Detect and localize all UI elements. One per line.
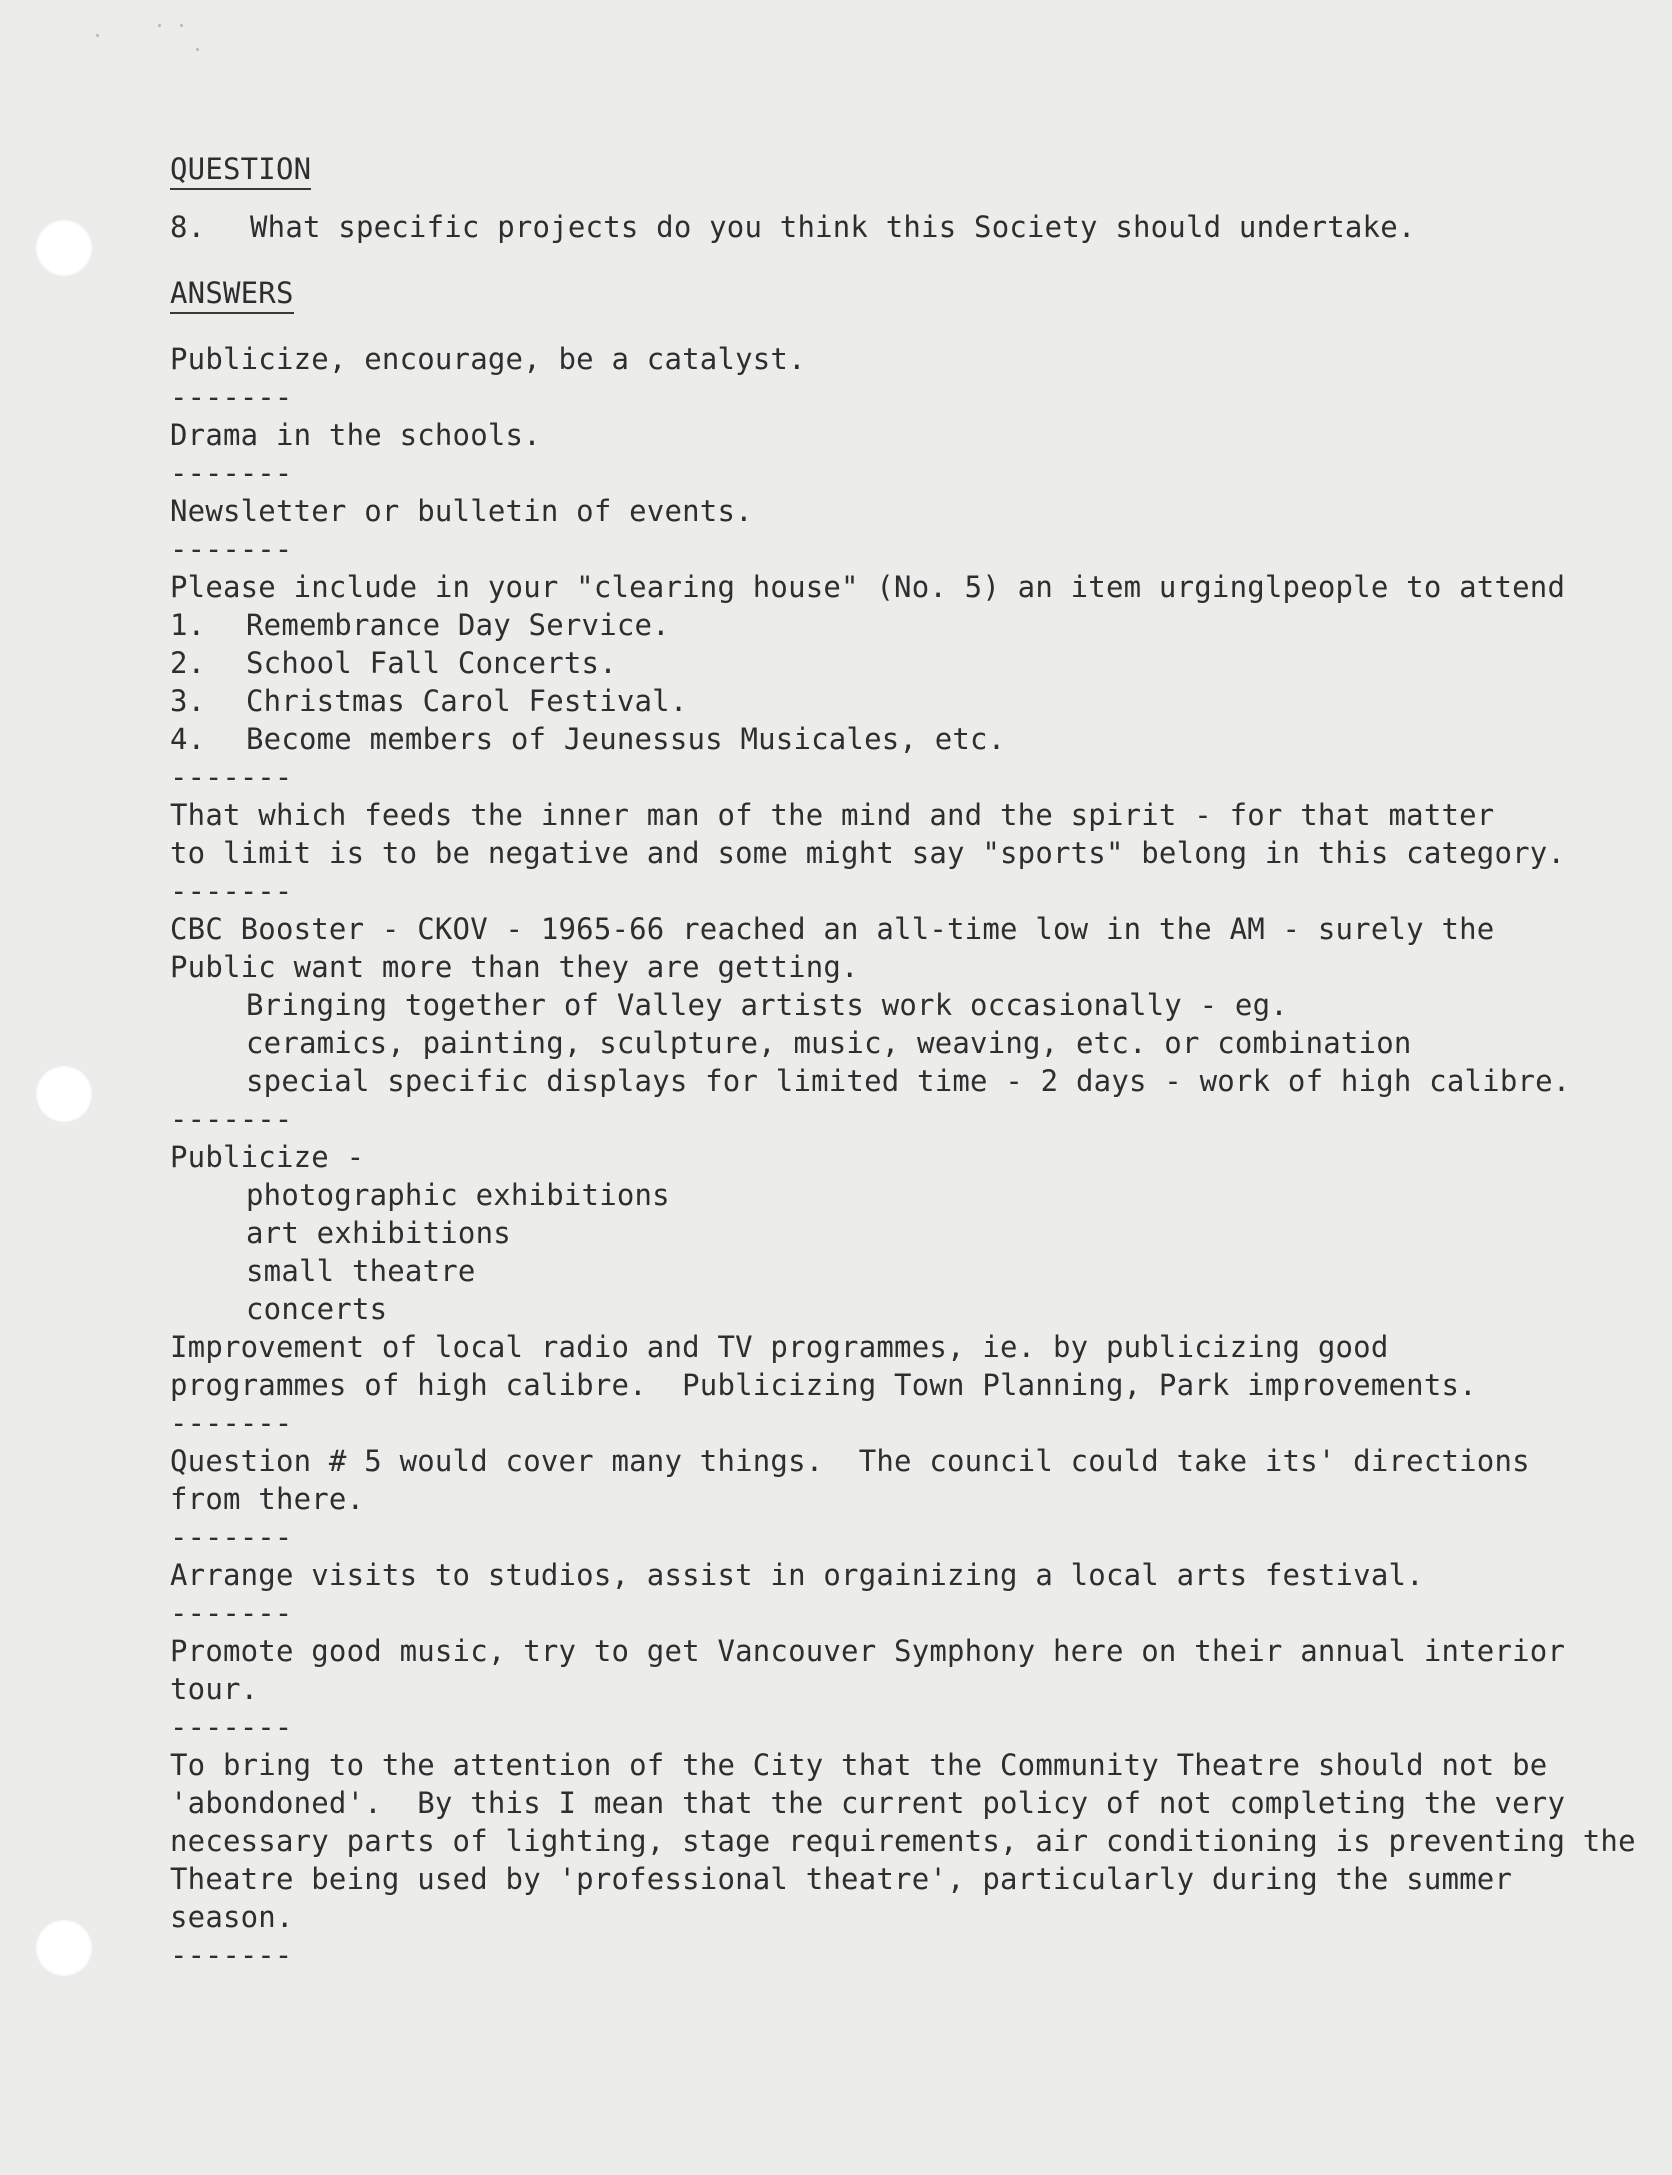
separator: ------- — [170, 1938, 293, 1972]
answer-line: Publicize - — [170, 1140, 365, 1174]
separator: ------- — [170, 1520, 293, 1554]
answer-7 — [170, 1138, 1590, 1404]
punch-hole — [36, 220, 92, 276]
paper-speck — [158, 24, 161, 27]
answer-11 — [170, 1746, 1636, 1936]
paper-speck — [196, 48, 199, 51]
paper-speck — [180, 24, 183, 27]
list-item-text: Become members of Jeunessus Musicales, etc. — [246, 722, 1006, 756]
list-item-number: 4. — [170, 722, 206, 756]
answer-line: from there. — [170, 1482, 365, 1516]
answer-line: programmes of high calibre. Publicizing Town Planning, Park improvements. — [170, 1368, 1477, 1402]
paper-speck — [96, 34, 99, 37]
list-item — [170, 644, 1590, 682]
answer-line: ceramics, painting, sculpture, music, weaving, etc. or combination — [246, 1026, 1412, 1060]
answer-line: That which feeds the inner man of the mind and the spirit - for that matter — [170, 798, 1495, 832]
separator: ------- — [170, 874, 293, 908]
answer-5 — [170, 796, 1590, 872]
answer-1: Publicize, encourage, be a catalyst. — [170, 342, 806, 376]
answer-line: photographic exhibitions — [246, 1178, 670, 1212]
list-item-number: 3. — [170, 684, 206, 718]
answer-line: CBC Booster - CKOV - 1965-66 reached an all-time low in the AM - surely the — [170, 912, 1495, 946]
punch-hole — [36, 1066, 92, 1122]
answer-3: Newsletter or bulletin of events. — [170, 494, 753, 528]
answers-heading: ANSWERS — [170, 276, 294, 314]
separator: ------- — [170, 456, 293, 490]
answer-line: to limit is to be negative and some might say "sports" belong in this category. — [170, 836, 1566, 870]
list-item-text: School Fall Concerts. — [246, 646, 617, 680]
answer-line: small theatre — [246, 1254, 476, 1288]
answer-line: special specific displays for limited time - 2 days - work of high calibre. — [246, 1064, 1571, 1098]
answer-4 — [170, 568, 1590, 758]
question-number: 8. — [170, 210, 206, 244]
answer-line: necessary parts of lighting, stage requirements, air conditioning is preventing the — [170, 1824, 1636, 1858]
answer-9: Arrange visits to studios, assist in orgainizing a local arts festival. — [170, 1558, 1424, 1592]
list-item — [170, 606, 1590, 644]
answer-line: season. — [170, 1900, 294, 1934]
answer-line: Public want more than they are getting. — [170, 950, 859, 984]
answer-line: Theatre being used by 'professional theatre', particularly during the summer — [170, 1862, 1513, 1896]
list-item-text: Remembrance Day Service. — [246, 608, 670, 642]
answer-2: Drama in the schools. — [170, 418, 541, 452]
answer-line: To bring to the attention of the City that the Community Theatre should not be — [170, 1748, 1548, 1782]
list-item-number: 2. — [170, 646, 206, 680]
list-item-text: Christmas Carol Festival. — [246, 684, 688, 718]
separator: ------- — [170, 1596, 293, 1630]
answer-6 — [170, 910, 1590, 1100]
answer-line: 'abondoned'. By this I mean that the current policy of not completing the very — [170, 1786, 1566, 1820]
punch-hole — [36, 1920, 92, 1976]
separator: ------- — [170, 1406, 293, 1440]
separator: ------- — [170, 532, 293, 566]
separator: ------- — [170, 1102, 293, 1136]
list-item — [170, 720, 1590, 758]
answer-line: concerts — [246, 1292, 388, 1326]
question-text: What specific projects do you think this Society should undertake. — [250, 210, 1416, 244]
list-item — [170, 682, 1590, 720]
answer-line: Question # 5 would cover many things. The council could take its' directions — [170, 1444, 1530, 1478]
separator: ------- — [170, 380, 293, 414]
answer-line: tour. — [170, 1672, 259, 1706]
answer-line: Improvement of local radio and TV programmes, ie. by publicizing good — [170, 1330, 1389, 1364]
answer-4-intro: Please include in your "clearing house" (No. 5) an item urginglpeople to attend — [170, 570, 1566, 604]
answer-line: art exhibitions — [246, 1216, 511, 1250]
separator: ------- — [170, 760, 293, 794]
document-body — [170, 150, 1636, 1974]
question-line — [170, 208, 1590, 246]
separator: ------- — [170, 1710, 293, 1744]
list-item-number: 1. — [170, 608, 206, 642]
answer-line: Bringing together of Valley artists work occasionally - eg. — [246, 988, 1288, 1022]
answer-line: Promote good music, try to get Vancouver Symphony here on their annual interior — [170, 1634, 1566, 1668]
answer-10 — [170, 1632, 1590, 1708]
question-heading: QUESTION — [170, 152, 311, 190]
answer-8 — [170, 1442, 1590, 1518]
